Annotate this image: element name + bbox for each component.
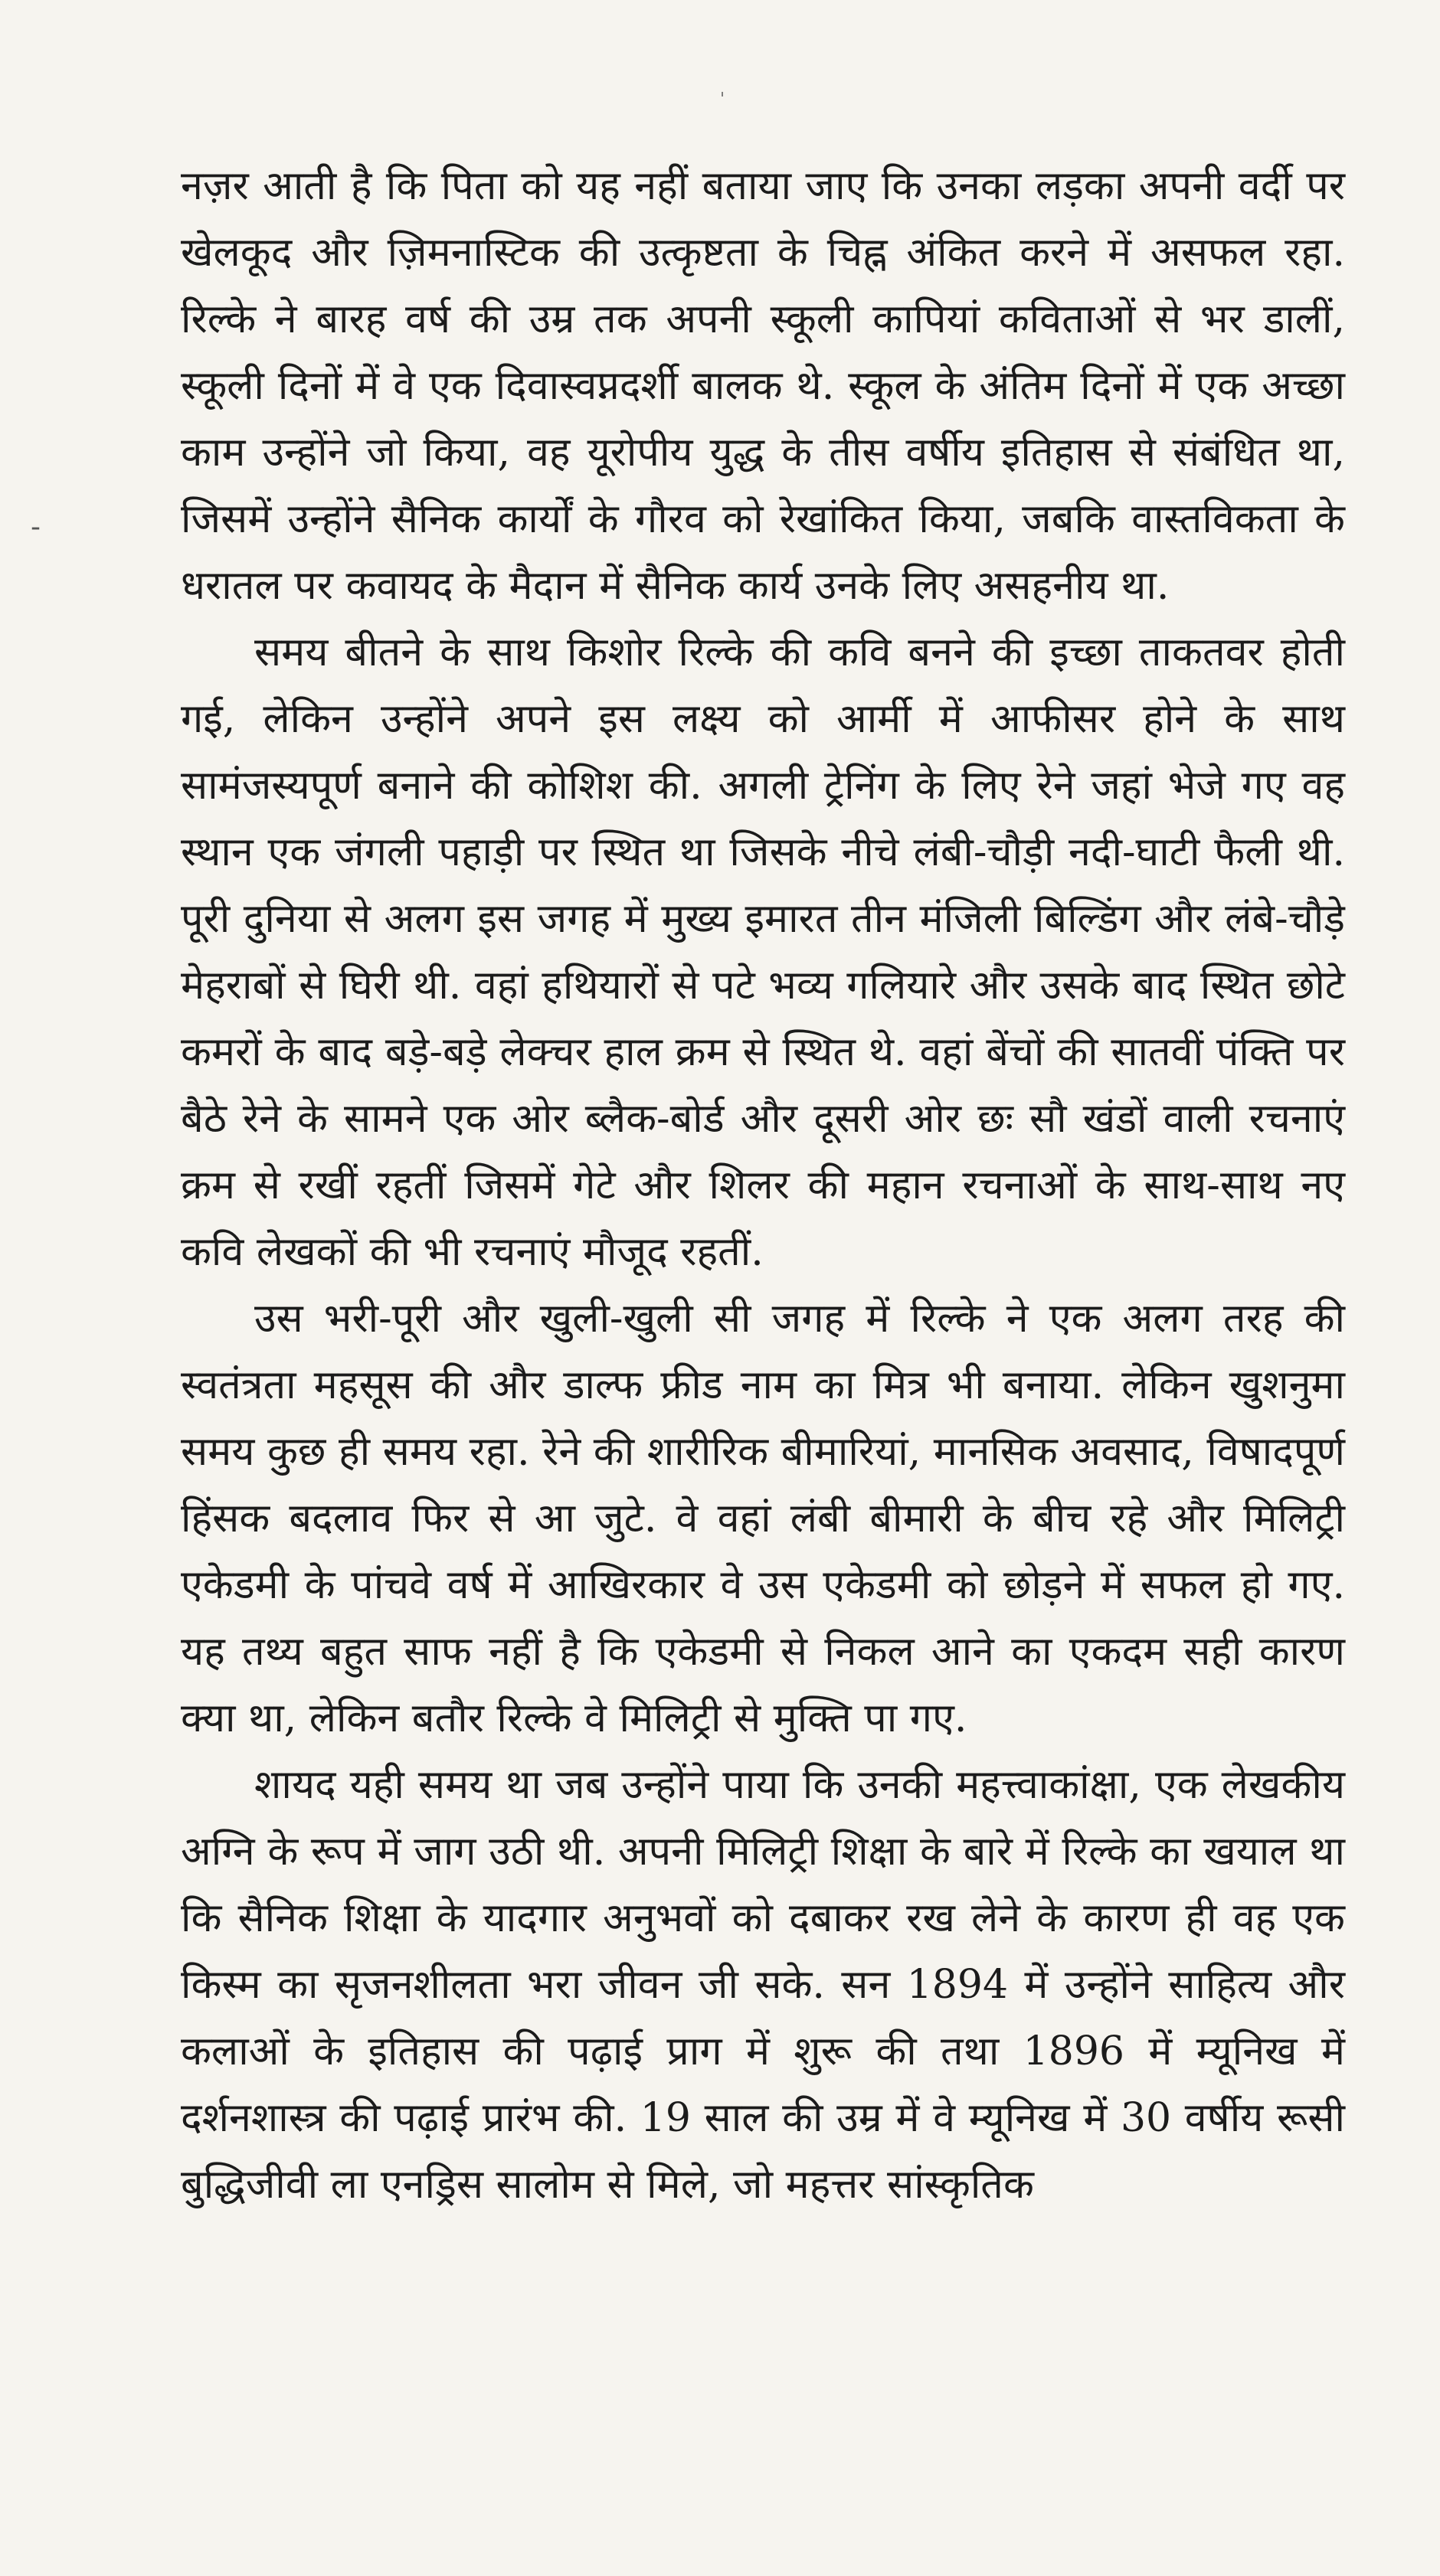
- margin-dash-mark: -: [31, 512, 41, 543]
- paragraph-continuation: नज़र आती है कि पिता को यह नहीं बताया जाए कि उनका लड़का अपनी वर्दी पर खेलकूद और ज़िमनास्टिक की उत्कृष्टता के चिह्न अंकित करने में असफल रहा. रिल्के ने बारह वर्ष की उम्र तक अपनी स्कूली कापियां कविताओं से भर डालीं, स्कूली दिनों में वे एक दिवास्वप्नदर्शी बालक थे. स्कूल के अंतिम दिनों में एक अच्छा काम उन्होंने जो किया, वह यूरोपीय युद्ध के तीस वर्षीय इतिहास से संबंधित था, जिसमें उन्होंने सैनिक कार्यों के गौरव को रेखांकित किया, जबकि वास्तविकता के धरातल पर कवायद के मैदान में सैनिक कार्य उनके लिए असहनीय था.: [181, 163, 1345, 609]
- body-text: [181, 153, 1345, 2218]
- paragraph-freedom-and-illness: उस भरी-पूरी और खुली-खुली सी जगह में रिल्के ने एक अलग तरह की स्वतंत्रता महसूस की और डाल्फ फ्रीड नाम का मित्र भी बनाया. लेकिन खुशनुमा समय कुछ ही समय रहा. रेने की शारीरिक बीमारियां, मानसिक अवसाद, विषादपूर्ण हिंसक बदलाव फिर से आ जुटे. वे वहां लंबी बीमारी के बीच रहे और मिलिट्री एकेडमी के पांचवे वर्ष में आखिरकार वे उस एकेडमी को छोड़ने में सफल हो गए. यह तथ्य बहुत साफ नहीं है कि एकेडमी से निकल आने का एकदम सही कारण क्या था, लेकिन बतौर रिल्के वे मिलिट्री से मुक्ति पा गए.: [181, 1296, 1345, 1741]
- paragraph-literary-ambition: शायद यही समय था जब उन्होंने पाया कि उनकी महत्त्वाकांक्षा, एक लेखकीय अग्नि के रूप में जाग उठी थी. अपनी मिलिट्री शिक्षा के बारे में रिल्के का खयाल था कि सैनिक शिक्षा के यादगार अनुभवों को दबाकर रख लेने के कारण ही वह एक किस्म का सृजनशीलता भरा जीवन जी सके. सन 1894 में उन्होंने साहित्य और कलाओं के इतिहास की पढ़ाई प्राग में शुरू की तथा 1896 में म्यूनिख में दर्शनशास्त्र की पढ़ाई प्रारंभ की. 19 साल की उम्र में वे म्यूनिख में 30 वर्षीय रूसी बुद्धिजीवी ला एनड्रिस सालोम से मिले, जो महत्तर सांस्कृतिक: [181, 1762, 1345, 2208]
- top-speck-mark: ˈ: [720, 90, 725, 110]
- paragraph-poet-ambition: समय बीतने के साथ किशोर रिल्के की कवि बनने की इच्छा ताकतवर होती गई, लेकिन उन्होंने अपने इस लक्ष्य को आर्मी में आफीसर होने के साथ सामंजस्यपूर्ण बनाने की कोशिश की. अगली ट्रेनिंग के लिए रेने जहां भेजे गए वह स्थान एक जंगली पहाड़ी पर स्थित था जिसके नीचे लंबी-चौड़ी नदी-घाटी फैली थी. पूरी दुनिया से अलग इस जगह में मुख्य इमारत तीन मंजिली बिल्डिंग और लंबे-चौड़े मेहराबों से घिरी थी. वहां हथियारों से पटे भव्य गलियारे और उसके बाद स्थित छोटे कमरों के बाद बड़े-बड़े लेक्चर हाल क्रम से स्थित थे. वहां बेंचों की सातवीं पंक्ति पर बैठे रेने के सामने एक ओर ब्लैक-बोर्ड और दूसरी ओर छः सौ खंडों वाली रचनाएं क्रम से रखीं रहतीं जिसमें गेटे और शिलर की महान रचनाओं के साथ-साथ नए कवि लेखकों की भी रचनाएं मौजूद रहतीं.: [181, 629, 1345, 1275]
